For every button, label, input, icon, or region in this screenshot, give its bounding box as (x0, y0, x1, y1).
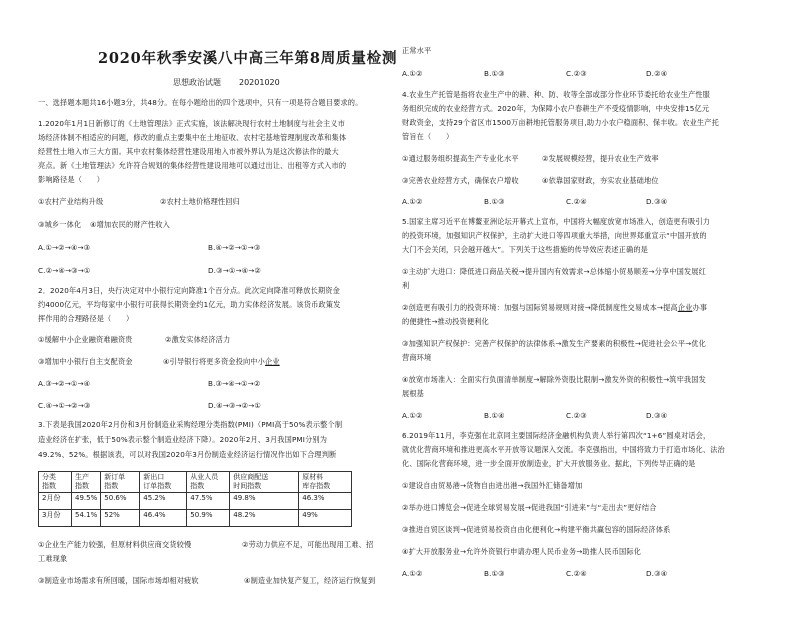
table-header-cell: 新订单 指数 (101, 472, 140, 493)
table-cell: 46.3% (299, 493, 352, 510)
table-cell: 2月份 (39, 493, 72, 510)
table-header-cell: 原材料 库存指数 (299, 472, 352, 493)
option-d[interactable]: D.③④ (646, 569, 668, 578)
table-cell: 48.2% (230, 510, 299, 527)
statement-2-end: 办事 (692, 303, 708, 312)
statement-4-cont: 展根基 (402, 389, 425, 398)
question-text-line: 场经济体制不相适应的问题，修改的重点主要集中在土地征收、农村宅基地管理制度改革和集体 (38, 133, 347, 142)
question-text-line: 大门不会关闭，只会越开越大”。下列关于这些措施的传导效应表述正确的是 (402, 245, 649, 254)
option-b[interactable]: B.①③ (484, 69, 505, 78)
option-b[interactable]: B.③→④→①→② (208, 379, 261, 388)
statement-2-underlined: 企业 (677, 303, 693, 312)
question-text-line: 49.2%、52%。根据该表，可以对我国2020年3月份制造业经济运行情况作出如下合理判断 (38, 450, 337, 459)
table-header-cell: 新出口 订单指数 (140, 472, 187, 493)
statement-1: ①缓解中小企业融资难融资贵 (38, 335, 133, 344)
table-cell: 50.6% (101, 493, 140, 510)
statement-4-underlined: 企业 (264, 357, 280, 366)
statement-4: ④制造业加快复产复工，经济运行恢复到 (244, 576, 376, 585)
statement-3: ③制造业市场需求有所回暖，国际市场却相对疲软 (38, 576, 199, 585)
option-d[interactable]: D.③④ (646, 411, 668, 420)
question-text-line: 1.2020年1月1日新修订的《土地管理法》正式实施，该法解决现行农村土地制度与社会主义市 (38, 119, 345, 128)
question-text-line: 影响路径是（ ） (38, 175, 105, 184)
statement-2 (402, 301, 707, 316)
option-b[interactable]: B.①③ (484, 197, 505, 206)
table-cell: 54.1% (72, 510, 101, 527)
statement-1: ①主动扩大进口：降低进口商品关税→提升国内有效需求→总体缩小贸易顺差→分享中国发展红 (402, 267, 706, 276)
table-cell: 46.4% (140, 510, 187, 527)
option-a[interactable]: A.①② (402, 569, 423, 578)
statement-4: ④扩大开放服务业→允许外资银行申请办理人民币业务→助推人民币国际化 (402, 547, 642, 556)
statement-2: ②劳动力供应不足，可能出现用工难、招 (242, 540, 374, 549)
option-a[interactable]: A.①② (402, 411, 423, 420)
statement-4-text: ④引导银行将更多资金投向中小 (163, 357, 265, 366)
option-c[interactable]: C.②④ (566, 569, 587, 578)
table-header-cell: 分类 指数 (39, 472, 72, 493)
question-text-line: 2．2020年4月3日，央行决定对中小银行定向降准1个百分点。此次定向降准可释放长期资金 (38, 286, 340, 295)
table-cell: 47.5% (187, 493, 230, 510)
option-c[interactable]: C.④→①→②→③ (38, 401, 91, 410)
statement-1-cont: 利 (402, 281, 410, 290)
statement-3-cont: 营商环境 (402, 353, 432, 362)
question-text-line: 管旨在（ ） (402, 132, 454, 141)
statement-3: ③城乡一体化 (38, 220, 82, 229)
statement-2-cont: 工难现象 (38, 554, 68, 563)
statement-3: ③增加中小银行自主支配资金 (38, 357, 133, 366)
table-header-cell: 供应商配送 时间指数 (230, 472, 299, 493)
table-header-cell: 生产 指数 (72, 472, 101, 493)
question-text-line: 造业经济在扩张，低于50%表示整个制造业经济下降）。2020年2月、3月我国PMI分别为 (38, 435, 328, 444)
statement-3: ③推进自贸区谈判→促进贸易投资自由化便利化→构建平衡共赢包容的国际经济体系 (402, 525, 671, 534)
table-cell: 52% (101, 510, 140, 527)
statement-2-cont: 的便捷性→推动投资便利化 (402, 317, 489, 326)
question-text-line: 4.农业生产托管是指将农业生产中的耕、种、防、收等全部或部分作业环节委托给农业生产性服 (402, 90, 710, 99)
table-cell: 50.9% (187, 510, 230, 527)
table-header-row (39, 472, 352, 493)
table-row (39, 510, 352, 527)
section-instructions: 一、选择题本题共16小题3分，共48分。在每小题给出的四个选项中，只有一项是符合题目要求的。 (38, 98, 363, 107)
question-text-line: 挥作用的合理路径是（ ） (38, 314, 134, 323)
statement-4: ④增加农民的财产性收入 (90, 220, 170, 229)
statement-3: ③完善农业经营方式，确保农户增收 (402, 176, 519, 185)
option-a[interactable]: A.③→②→①→④ (38, 379, 91, 388)
question-text-line: 务组织完成的农业经营方式。2020年，为保障小农户春耕生产不受疫情影响，中央安排15亿元 (402, 104, 710, 113)
statement-1: ①通过服务组织提高生产专业化水平 (402, 154, 519, 163)
statement-1: ①企业生产能力较强，但原材料供应商交货较慢 (38, 540, 192, 549)
option-d[interactable]: D.③→①→④→② (208, 266, 262, 275)
exam-subtitle (173, 77, 298, 88)
option-a[interactable]: A.①→②→④→③ (38, 243, 91, 252)
question-text-line: 约4000亿元，平均每家中小银行可获得长期资金约1亿元，助力实体经济发展。该货币政策发 (38, 300, 341, 309)
statement-4: ④依靠国家财政，夯实农业基础地位 (542, 176, 659, 185)
statement-1: ①农村产业结构升级 (38, 197, 104, 206)
statement-4: ④放宽市场准入：全面实行负面清单制度→解除外资股比限制→激发外资的积极性→筑牢我国发 (402, 375, 706, 384)
statement-4 (163, 355, 280, 370)
table-cell: 3月份 (39, 510, 72, 527)
exam-title: 2020年秋季安溪八中高三年第8周质量检测 (98, 50, 398, 67)
statement-3: ③加强知识产权保护：完善产权保护的法律体系→激发生产要素的积极性→促进社会公平→优化 (402, 339, 706, 348)
question-text-line: 亮点。新《土地管理法》允许符合规划的集体经营性建设用地可以通过出让、出租等方式入市的 (38, 161, 347, 170)
table-cell: 45.2% (140, 493, 187, 510)
question-text-line: 经营性土地入市三大方面。其中农村集体经营性建设用地入市被外界认为是这次修法作的最大 (38, 147, 339, 156)
option-b[interactable]: B.①③ (484, 569, 505, 578)
exam-date: 20201020 (239, 78, 280, 87)
statement-2-text: ②创造更有吸引力的投资环境：加强与国际贸易规则对接→降低制度性交易成本→提高 (402, 303, 678, 312)
option-d[interactable]: D.②④ (646, 69, 668, 78)
pmi-table (38, 471, 352, 527)
option-b[interactable]: B.④→②→①→③ (208, 243, 261, 252)
question-3-continued: 正常水平 (402, 46, 432, 55)
option-c[interactable]: C.②③ (566, 411, 587, 420)
table-cell: 49% (299, 510, 352, 527)
statement-2: ②激发实体经济活力 (165, 335, 231, 344)
option-d[interactable]: D.③④ (646, 197, 668, 206)
question-text-line: 6.2019年11月，李克强在北京同主要国际经济金融机构负责人举行第四次“1+6”圆桌对话会， (402, 431, 711, 440)
option-c[interactable]: C.②③ (566, 69, 587, 78)
table-header-cell: 从业人员 指数 (187, 472, 230, 493)
option-c[interactable]: C.②④ (566, 197, 587, 206)
subject-label: 思想政治试题 (173, 78, 221, 87)
table-cell: 49.5% (72, 493, 101, 510)
option-d[interactable]: D.④→③→②→① (208, 401, 262, 410)
statement-2: ②农村土地价格理性回归 (160, 197, 240, 206)
statement-2: ②发展规模经营，提升农业生产效率 (542, 154, 659, 163)
table-row (39, 493, 352, 510)
question-text-line: 化、国际化营商环境，进一步全面开放制造业，扩大开放服务业。据此，下列传导正确的是 (402, 459, 696, 468)
question-text-line: 财政资金，支持29个省区市1500万亩耕地托管服务项目,助力小农户稳面积、保丰收。农业生产托 (402, 118, 719, 127)
question-text-line: 3.下表是我国2020年2月份和3月份制造业采购经理分类指数(PMI)（PMI高于50%表示整个制 (38, 420, 343, 429)
table-cell: 49.8% (230, 493, 299, 510)
option-a[interactable]: A.①② (402, 69, 423, 78)
question-text-line: 5.国家主席习近平在博鳌亚洲论坛开幕式上宣布，中国将大幅度放宽市场准入，创造更有吸引力 (402, 217, 710, 226)
question-text-line: 就优化营商环境和推进更高水平开放等议题深入交流。李克强指出，中国将致力于打造市场化、法治 (402, 445, 725, 454)
option-b[interactable]: B.①④ (484, 411, 505, 420)
option-a[interactable]: A.①② (402, 197, 423, 206)
statement-1: ①建设自由贸易港→货物自由进出港→我国外汇储备增加 (402, 481, 583, 490)
option-c[interactable]: C.②→④→③→① (38, 266, 91, 275)
statement-2: ②举办进口博览会→促进全球贸易发展→促进我国“引进来”与“走出去”更好结合 (402, 503, 657, 512)
question-text-line: 的投资环境，加强知识产权保护，主动扩大进口等四项重大举措，向世界郑重宣示“中国开放的 (402, 231, 707, 240)
